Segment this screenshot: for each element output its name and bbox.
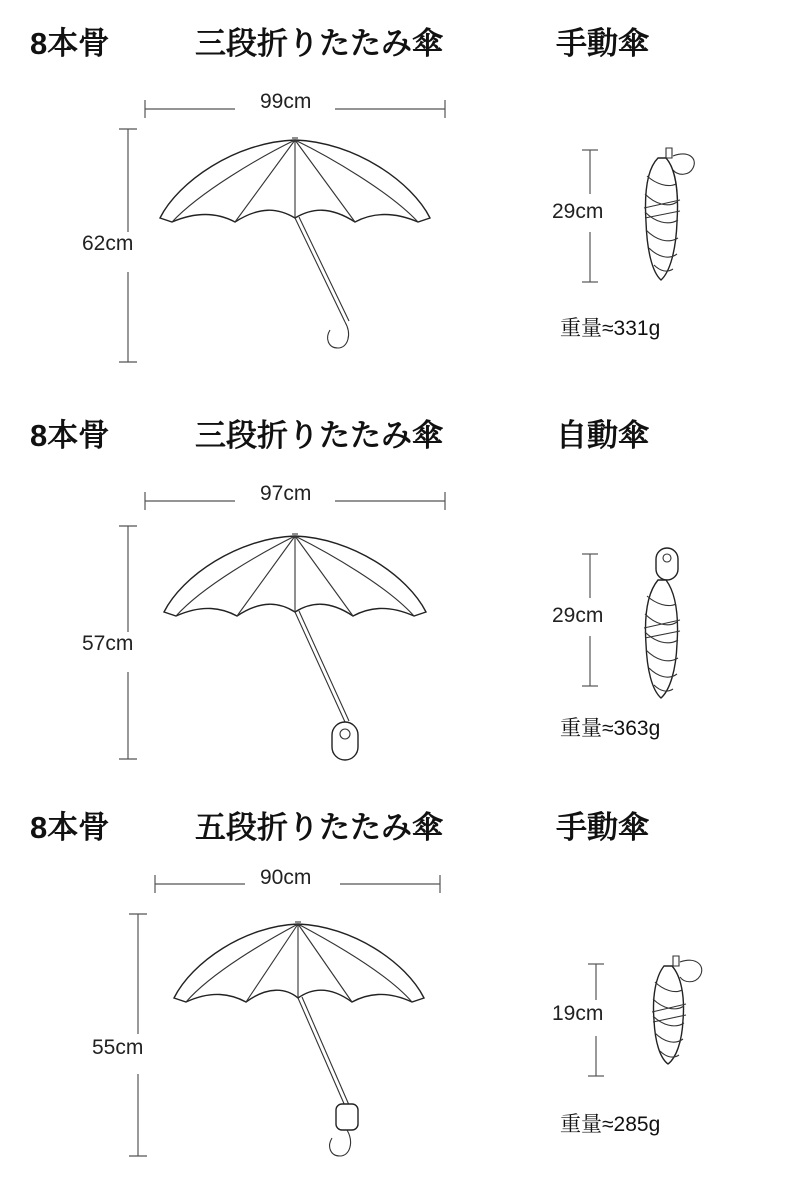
open-type-label: 手動傘: [556, 810, 649, 845]
block-1-header: [0, 0, 800, 70]
open-type-label: 自動傘: [556, 418, 649, 453]
block-3-header: [0, 784, 800, 854]
open-umbrella-icon: [60, 464, 530, 764]
ribs-label: 8本骨: [30, 418, 110, 453]
ribs-label: 8本骨: [30, 26, 110, 61]
closed-umbrella-diagram-3: [530, 856, 795, 1156]
closed-length-label: 29cm: [552, 200, 604, 223]
spec-block-1: [0, 0, 800, 392]
open-width-label: 97cm: [260, 482, 312, 505]
closed-umbrella-diagram-2: [530, 464, 795, 764]
open-width-label: 90cm: [260, 866, 312, 889]
spec-block-3: [0, 784, 800, 1176]
open-umbrella-icon: [60, 72, 530, 372]
open-type-label: 手動傘: [556, 26, 649, 61]
ribs-label: 8本骨: [30, 810, 110, 845]
open-umbrella-diagram-1: [60, 72, 530, 372]
open-umbrella-diagram-3: [60, 856, 530, 1156]
fold-type-label: 三段折りたたみ傘: [195, 26, 443, 61]
open-umbrella-diagram-2: [60, 464, 530, 764]
closed-length-label: 19cm: [552, 1002, 604, 1025]
fold-type-label: 三段折りたたみ傘: [195, 418, 443, 453]
closed-umbrella-diagram-1: [530, 72, 795, 372]
open-height-label: 55cm: [92, 1036, 144, 1059]
closed-length-label: 29cm: [552, 604, 604, 627]
open-width-label: 99cm: [260, 90, 312, 113]
weight-label: 重量≈363g: [560, 717, 661, 740]
open-height-label: 62cm: [82, 232, 134, 255]
block-2-header: [0, 392, 800, 462]
open-umbrella-icon: [60, 856, 530, 1156]
open-height-label: 57cm: [82, 632, 134, 655]
weight-label: 重量≈331g: [560, 317, 661, 340]
spec-block-2: [0, 392, 800, 784]
weight-label: 重量≈285g: [560, 1113, 661, 1136]
fold-type-label: 五段折りたたみ傘: [195, 810, 443, 845]
